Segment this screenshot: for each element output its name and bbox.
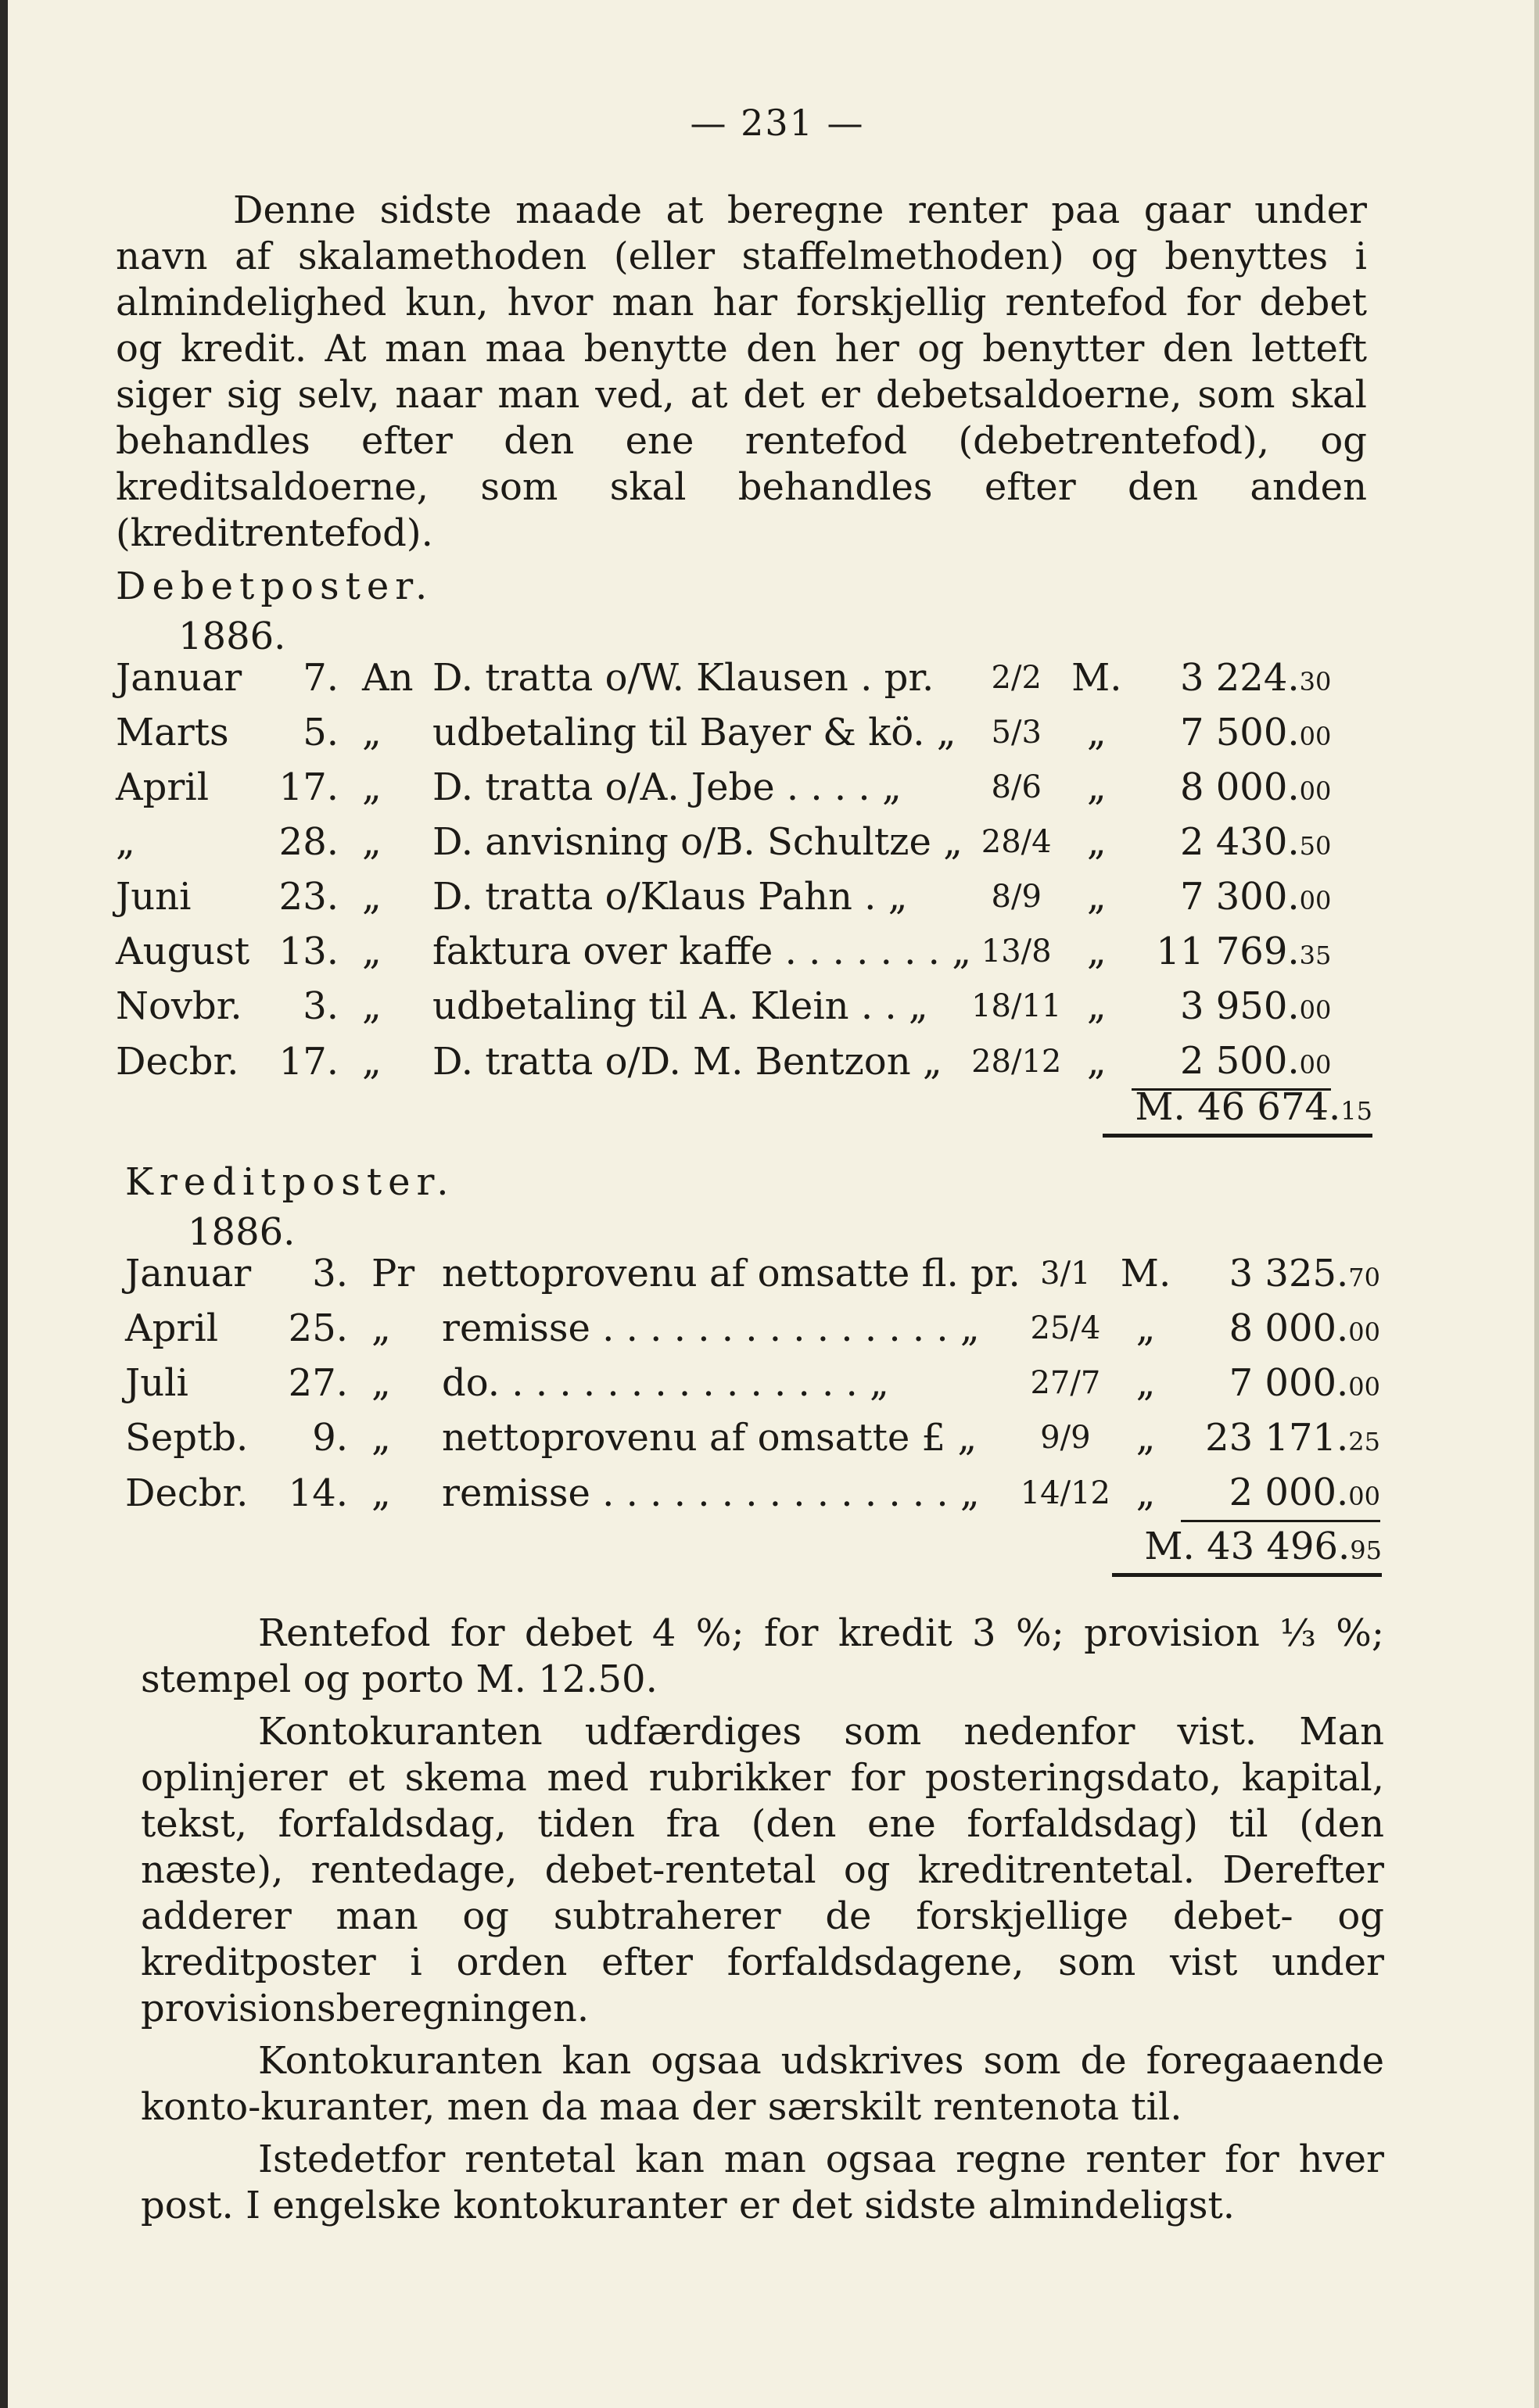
entry-currency: „ [1086,711,1107,754]
debet-total-amount: M. 46 674. [1135,1085,1341,1129]
kredit-table [125,1246,1380,1522]
entry-month: Juli [125,1361,188,1405]
entry-due-date: 13/8 [981,933,1052,969]
entry-due-date: 14/12 [1020,1475,1110,1511]
debet-table [116,650,1331,1091]
closing-text [141,1611,1384,2229]
kredit-row [125,1301,1380,1356]
entry-text: do. . . . . . . . . . . . . . . . „ [442,1361,889,1405]
entry-due-date: 28/12 [971,1043,1062,1080]
entry-amount [1132,815,1331,869]
entry-currency: „ [1135,1471,1156,1515]
entry-month: Marts [116,711,229,754]
debet-row [116,760,1331,815]
entry-amount-ore: 50 [1299,831,1332,861]
entry-day: 13. [278,930,339,973]
intro-paragraph [116,188,1367,557]
entry-amount-kroner: 8 000. [1179,765,1300,809]
entry-amount [1132,979,1331,1034]
entry-day: 7. [303,656,339,700]
entry-amount-kroner: 8 000. [1229,1306,1349,1350]
entry-day: 23. [278,875,339,919]
kredit-row [125,1410,1380,1465]
entry-amount [1181,1410,1380,1465]
entry-text: D. tratta o/A. Jebe . . . . „ [432,765,902,809]
entry-prefix: „ [362,765,382,809]
entry-currency: „ [1086,984,1107,1028]
entry-amount-kroner: 7 300. [1179,875,1300,919]
entry-day: 9. [312,1416,348,1460]
entry-day: 17. [278,765,339,809]
entry-amount-ore: 25 [1348,1427,1380,1457]
entry-text: remisse . . . . . . . . . . . . . . . „ [442,1471,980,1515]
entry-prefix: Pr [371,1252,415,1295]
entry-amount-kroner: 11 769. [1156,930,1300,973]
entry-amount [1132,705,1331,760]
entry-amount [1132,760,1331,815]
entry-text: D. tratta o/D. M. Bentzon „ [432,1039,942,1084]
entry-prefix: „ [371,1416,391,1460]
entry-month: August [116,930,250,973]
debet-total-ore: 15 [1340,1096,1372,1126]
entry-currency: „ [1086,820,1107,864]
debet-row [116,705,1331,760]
entry-amount-ore: 30 [1299,667,1332,697]
entry-due-date: 3/1 [1040,1256,1091,1292]
entry-amount-ore: 00 [1299,1050,1332,1080]
entry-due-date: 8/6 [991,769,1042,805]
debet-row [116,1034,1331,1090]
entry-day: 27. [288,1361,348,1405]
entry-month: Juni [116,875,192,919]
entry-currency: „ [1086,1039,1107,1084]
debet-row [116,869,1331,924]
entry-due-date: 27/7 [1030,1365,1101,1401]
debet-total [1103,1085,1372,1138]
entry-month: Decbr. [125,1471,249,1515]
entry-amount-kroner: 7 000. [1229,1361,1349,1405]
debet-row [116,650,1331,705]
entry-prefix: „ [371,1306,391,1350]
entry-amount-kroner: 3 224. [1179,656,1300,700]
entry-prefix: „ [362,875,382,919]
entry-prefix: „ [362,820,382,864]
intro-text: Denne sidste maade at beregne renter paa gaar under navn af skalamethoden (eller staffelmethoden) og benyttes i almindelighed kun, hvor man har forskjellig rentefod for debet og kredit. At man maa benytte den her og benytter den letteft siger sig selv, naar man ved, at det er debetsaldoerne, som skal behandles efter den ene rentefod (debetrentefod), og kreditsaldoerne, som skal behandles efter den anden (kreditrentefod). [116,188,1367,555]
entry-amount-ore: 70 [1348,1263,1380,1292]
kontokurant-paragraph: Kontokuranten udfærdiges som nedenfor vist. Man oplinjerer et skema med rubrikker for posteringsdato, kapital, tekst, forfaldsdag, tiden fra (den ene forfaldsdag) til (den næste), rentedage, debet-rentetal og kreditrentetal. Derefter adderer man og subtraherer de forskjellige debet- og kreditposter i orden efter forfaldsdagene, som vist under provisionsberegningen. [141,1710,1384,2030]
entry-prefix: „ [371,1361,391,1405]
kredit-total [1112,1525,1382,1577]
entry-due-date: 9/9 [1040,1420,1091,1456]
entry-currency: „ [1086,765,1107,809]
entry-day: 14. [288,1471,348,1515]
entry-due-date: 2/2 [991,660,1042,696]
entry-amount-kroner: 2 430. [1179,820,1300,864]
entry-due-date: 8/9 [991,879,1042,915]
entry-amount-ore: 00 [1299,722,1332,751]
entry-prefix: „ [362,1039,382,1084]
entry-amount-ore: 00 [1299,776,1332,806]
istedetfor-paragraph: Istedetfor rentetal kan man ogsaa regne renter for hver post. I engelske kontokuranter er det sidste almindeligst. [141,2137,1384,2227]
entry-day: 3. [303,984,339,1028]
entry-due-date: 18/11 [971,988,1062,1024]
entry-amount [1181,1465,1380,1521]
entry-text: udbetaling til Bayer & kö. „ [432,711,956,754]
entry-amount [1181,1356,1380,1410]
page-number: — 231 — [690,102,865,144]
entry-amount [1132,1034,1331,1090]
entry-day: 25. [288,1306,348,1350]
entry-amount-kroner: 3 950. [1179,984,1300,1028]
kredit-heading: Kreditposter. [125,1160,455,1204]
entry-amount-ore: 00 [1348,1372,1380,1402]
entry-amount [1132,869,1331,924]
entry-amount [1132,924,1331,979]
rates-paragraph: Rentefod for debet 4 %; for kredit 3 %; provision ⅓ %; stempel og porto M. 12.50. [141,1611,1384,1701]
entry-amount [1132,650,1331,705]
entry-currency: M. [1071,656,1122,700]
udskrives-paragraph: Kontokuranten kan ogsaa udskrives som de foregaaende konto-kuranter, men da maa der særskilt rentenota til. [141,2039,1384,2129]
entry-text: remisse . . . . . . . . . . . . . . . „ [442,1306,980,1350]
entry-month: Decbr. [116,1039,239,1084]
entry-prefix: An [362,656,414,700]
entry-currency: „ [1135,1416,1156,1460]
entry-day: 17. [278,1039,339,1084]
kredit-year: 1886. [188,1210,296,1254]
entry-text: D. anvisning o/B. Schultze „ [432,820,963,864]
entry-amount-kroner: 2 500. [1179,1039,1300,1083]
entry-prefix: „ [371,1471,391,1515]
entry-amount-ore: 00 [1299,995,1332,1025]
entry-month: Septb. [125,1416,249,1460]
entry-currency: M. [1120,1252,1171,1295]
kredit-row [125,1246,1380,1301]
entry-amount-kroner: 3 325. [1229,1252,1349,1295]
entry-month: April [116,765,210,809]
entry-amount-kroner: 2 000. [1229,1471,1349,1514]
entry-amount-ore: 35 [1299,941,1332,970]
debet-row [116,979,1331,1034]
entry-amount [1181,1301,1380,1356]
entry-amount-ore: 00 [1299,886,1332,916]
entry-amount-ore: 00 [1348,1317,1380,1347]
entry-month: Novbr. [116,984,242,1028]
entry-day: 3. [312,1252,348,1295]
entry-currency: „ [1135,1306,1156,1350]
entry-amount-ore: 00 [1348,1482,1380,1511]
kredit-row [125,1465,1380,1521]
entry-text: D. tratta o/W. Klausen . pr. [432,656,935,700]
entry-due-date: 28/4 [981,824,1052,860]
entry-currency: „ [1086,930,1107,973]
entry-currency: „ [1086,875,1107,919]
kredit-total-amount: M. 43 496. [1144,1525,1351,1568]
entry-currency: „ [1135,1361,1156,1405]
entry-month: Januar [116,656,242,700]
entry-day: 5. [303,711,339,754]
entry-month: April [125,1306,219,1350]
entry-prefix: „ [362,930,382,973]
entry-amount [1181,1246,1380,1301]
entry-text: nettoprovenu af omsatte fl. pr. [442,1252,1021,1295]
kredit-row [125,1356,1380,1410]
entry-amount-kroner: 23 171. [1205,1416,1349,1460]
entry-text: nettoprovenu af omsatte £ „ [442,1416,978,1460]
entry-month: „ [116,820,135,864]
entry-text: udbetaling til A. Klein . . „ [432,984,928,1028]
debet-row [116,924,1331,979]
debet-row [116,815,1331,869]
entry-due-date: 5/3 [991,715,1042,751]
entry-due-date: 25/4 [1030,1310,1101,1346]
entry-text: faktura over kaffe . . . . . . . „ [432,930,972,973]
kredit-total-ore: 95 [1350,1535,1382,1565]
debet-heading: Debetposter. [116,564,434,608]
entry-day: 28. [278,820,339,864]
entry-amount-kroner: 7 500. [1179,711,1300,754]
entry-prefix: „ [362,984,382,1028]
debet-year: 1886. [178,615,286,658]
entry-month: Januar [125,1252,252,1295]
entry-prefix: „ [362,711,382,754]
entry-text: D. tratta o/Klaus Pahn . „ [432,875,908,919]
